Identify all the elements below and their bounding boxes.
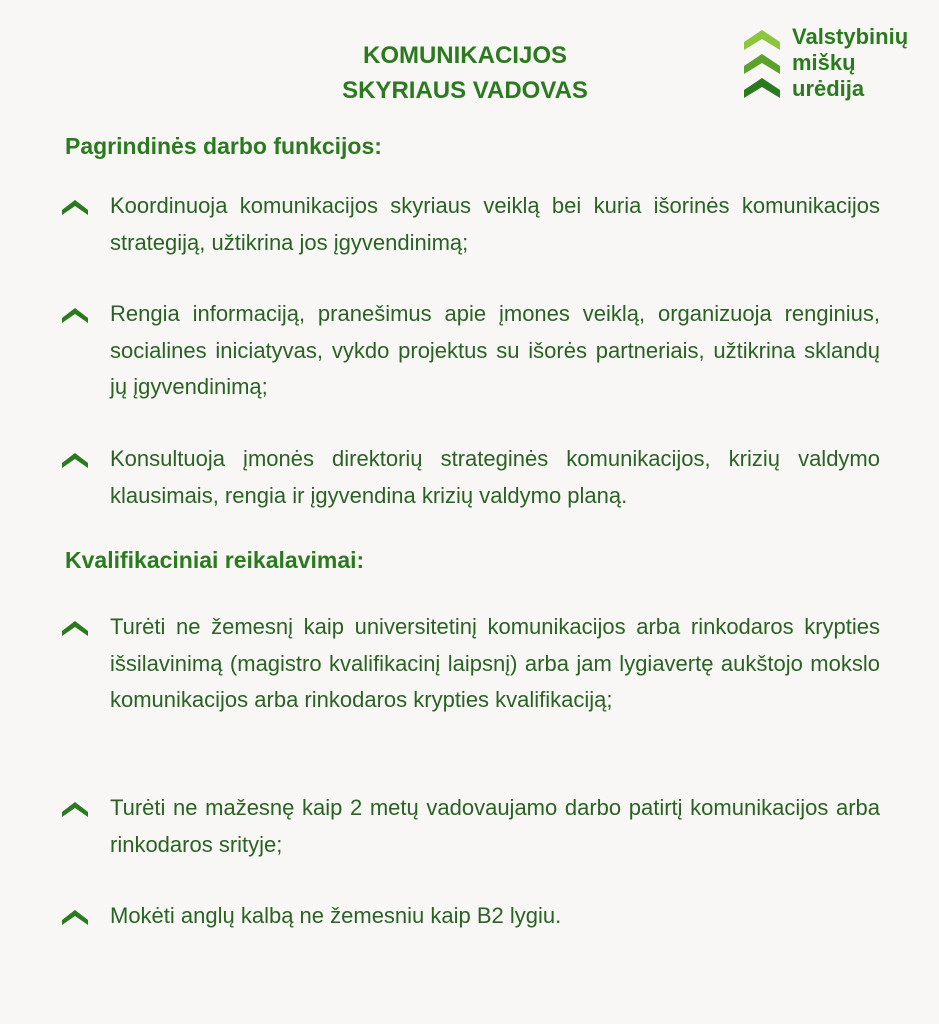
list-item: [60, 441, 880, 514]
list-item: [60, 898, 880, 935]
tree-bullet-icon: [60, 198, 90, 216]
logo-line-1: Valstybinių: [792, 24, 909, 49]
list-item: [60, 296, 880, 406]
tree-bullet-icon: [60, 619, 90, 637]
requirements-heading: Kvalifikaciniai reikalavimai:: [65, 547, 365, 573]
list-item-text: Mokėti anglų kalbą ne žemesniu kaip B2 lygiu.: [110, 903, 562, 928]
list-item-text: Turėti ne mažesnę kaip 2 metų vadovaujamo darbo patirtį komunikacijos arba rinkodaros srityje;: [110, 795, 880, 857]
title-line-2: SKYRIAUS VADOVAS: [342, 77, 588, 104]
logo-line-2: miškų: [792, 50, 856, 75]
title-line-1: KOMUNIKACIJOS: [362, 42, 567, 69]
list-item-text: Rengia informaciją, pranešimus apie įmones veiklą, organizuoja renginius, socialines iniciatyvas, vykdo projektus su išorės partneriais, užtikrina sklandų jų įgyvendinimą;: [110, 301, 880, 399]
functions-heading: Pagrindinės darbo funkcijos:: [65, 133, 382, 159]
list-item: [60, 609, 880, 719]
list-item: [60, 188, 880, 261]
list-item-text: Turėti ne žemesnį kaip universitetinį komunikacijos arba rinkodaros krypties išsilavinimą (magistro kvalifikacinį laipsnį) arba jam lygiavertę aukštojo mokslo komunikacijos arba rinkodaros krypties kvalifikaciją;: [110, 614, 880, 712]
tree-bullet-icon: [60, 800, 90, 818]
logo-text: [792, 24, 908, 102]
tree-bullet-icon: [60, 908, 90, 926]
tree-bullet-icon: [60, 306, 90, 324]
page-title: [260, 38, 670, 108]
list-item-text: Konsultuoja įmonės direktorių strateginės komunikacijos, krizių valdymo klausimais, rengia ir įgyvendina krizių valdymo planą.: [110, 446, 880, 508]
tree-icon: [740, 26, 784, 106]
tree-bullet-icon: [60, 451, 90, 469]
logo-line-3: urėdija: [792, 76, 865, 101]
logo: [740, 24, 925, 114]
list-item: [60, 790, 880, 863]
list-item-text: Koordinuoja komunikacijos skyriaus veiklą bei kuria išorinės komunikacijos strategiją, užtikrina jos įgyvendinimą;: [110, 193, 880, 255]
